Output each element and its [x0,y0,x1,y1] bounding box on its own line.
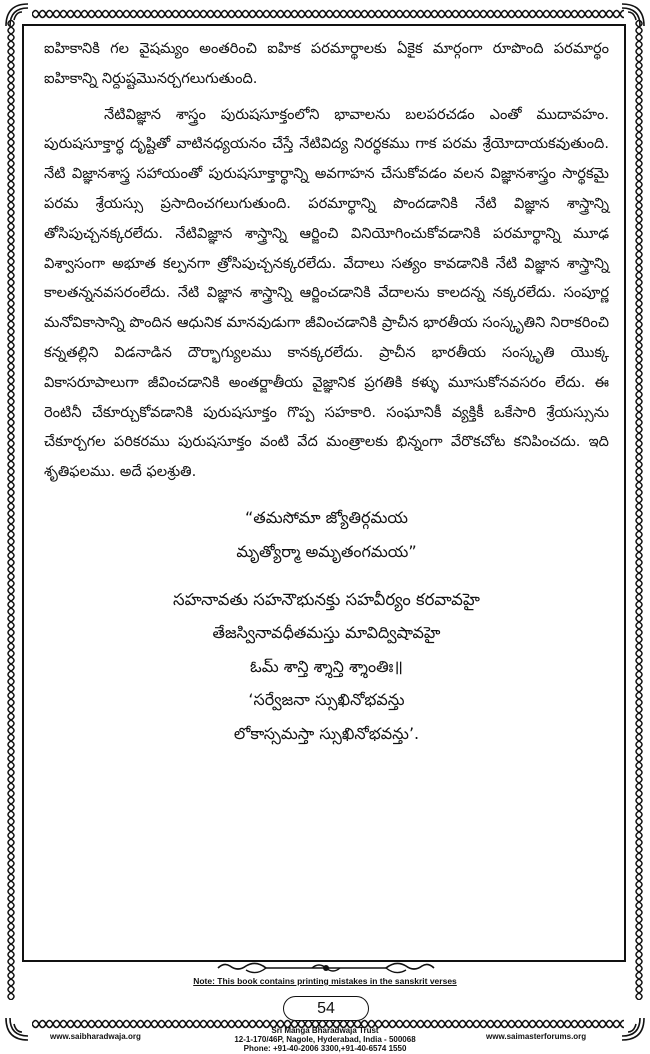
mantra-line-4: ‘సర్వేజనా స్సుఖినోభవన్తు [248,690,405,710]
paragraph-1: ఐహికానికి గల వైషమ్యం అంతరించి ఐహిక పరమార్థాలకు ఏకైక మార్గంగా రూపొంది పరమార్థం ఐహికాన్ని నిర్దుష్టమొనర్చగలుగుతుంది. [44,40,609,87]
mantra-line-1: సహనావతు సహనౌభునక్తు సహవీర్యం కరవావహై [173,589,480,609]
trust-address: 12-1-170/46P, Nagole, Hyderabad, India - 500068 [234,1035,416,1045]
trust-address-block [0,1026,650,1054]
flourish-ornament [216,960,436,976]
top-border-ornament [32,6,624,22]
page-content [44,34,609,750]
website-link-left[interactable]: www.saibharadwaja.org [50,1032,141,1041]
page-number: 54 [283,996,369,1021]
quote-line-2: మృత్యోర్మా అమృతంగమయ” [236,541,417,561]
printing-note: Note: This book contains printing mistakes in the sanskrit verses [193,976,457,986]
trust-name: Sri Manga Bharadwaja Trust [271,1026,379,1035]
quote-block [44,501,609,569]
mantra-line-3: ఓమ్ శాన్తి శ్శాన్తి శ్శాంతిః॥ [250,656,403,676]
paragraph-2: నేటివిజ్ఞాన శాస్త్రం పురుషసూక్తంలోని భావాలను బలపరచడం ఎంతో ముదావహం. పురుషసూక్తార్థ దృష్టితో వాటినధ్యయనం చేస్తే నేటివిద్య నిరర్థకము గాక పరమ శ్రేయోదాయకవుతుంది. నేటి విజ్ఞానశాస్త్ర సహాయంతో పురుషసూక్తార్థాన్ని అవగాహన చేసుకోవడం వలన విజ్ఞానశాస్త్రం సార్థకమై పరమ శ్రేయస్సు ప్రసాదించగలుగుతుంది. పరమార్థాన్ని పొందడానికి నేటి విజ్ఞాన శాస్త్రాన్ని తోసిపుచ్చనక్కరలేదు. నేటివిజ్ఞాన శాస్త్రాన్ని ఆర్జించి వినియోగించుకోవడానికి పరమార్థాన్ని మూఢ విశ్వాసంగా అభూత కల్పనగా త్రోసిపుచ్చనక్కరలేదు. వేదాలు సత్యం కావడానికి నేటి విజ్ఞాన శాస్త్రాన్ని కాలతన్ననవసరంలేదు. నేటి విజ్ఞాన శాస్త్రాన్ని ఆర్జించడానికి వేదాలను కాలదన్న నక్కరలేదు. సంపూర్ణ మనోవికాసాన్ని పొందిన ఆధునిక మానవుడుగా జీవించడానికి ప్రాచీన భారతీయ సంస్కృతిని నిరాకరించి కన్నతల్లిని విడనాడిన దౌర్భాగ్యులము కానక్కరలేదు. ప్రాచీన భారతీయ సంస్కృతి యొక్క వికాసరూపాలుగా జీవించడానికి అంతర్జాతీయ వైజ్ఞానిక ప్రగతికి కళ్ళు మూసుకోనవసరం లేదు. ఈ రెంటినీ చేకూర్చుకోవడానికి పురుషసూక్తం గొప్ప సహకారి. సంఘానికీ వ్యక్తికీ ఒకేసారి శ్రేయస్సును చేకూర్చగల పరికరము పురుషసూక్తం వంటి వేద మంత్రాలకు భిన్నంగా వేరొకచోట కనిపించదు. ఇది శృతిఫలము. అదే ఫలశ్రుతి. [44,105,609,481]
right-border-ornament [634,20,644,1000]
mantra-line-2: తేజస్వినావధీతమస్తు మావిద్విషావహై [212,623,441,643]
mantra-block [44,583,609,751]
website-link-right[interactable]: www.saimasterforums.org [486,1032,587,1041]
mantra-line-5: లోకాస్సమస్తా స్సుఖినోభవన్తు’. [233,723,420,743]
quote-line-1: “తమసోమా జ్యోతిర్గమయ [244,507,409,527]
left-border-ornament [6,20,16,1000]
trust-phone: Phone: +91-40-2006 3300,+91-40-6574 1550 [243,1044,407,1054]
